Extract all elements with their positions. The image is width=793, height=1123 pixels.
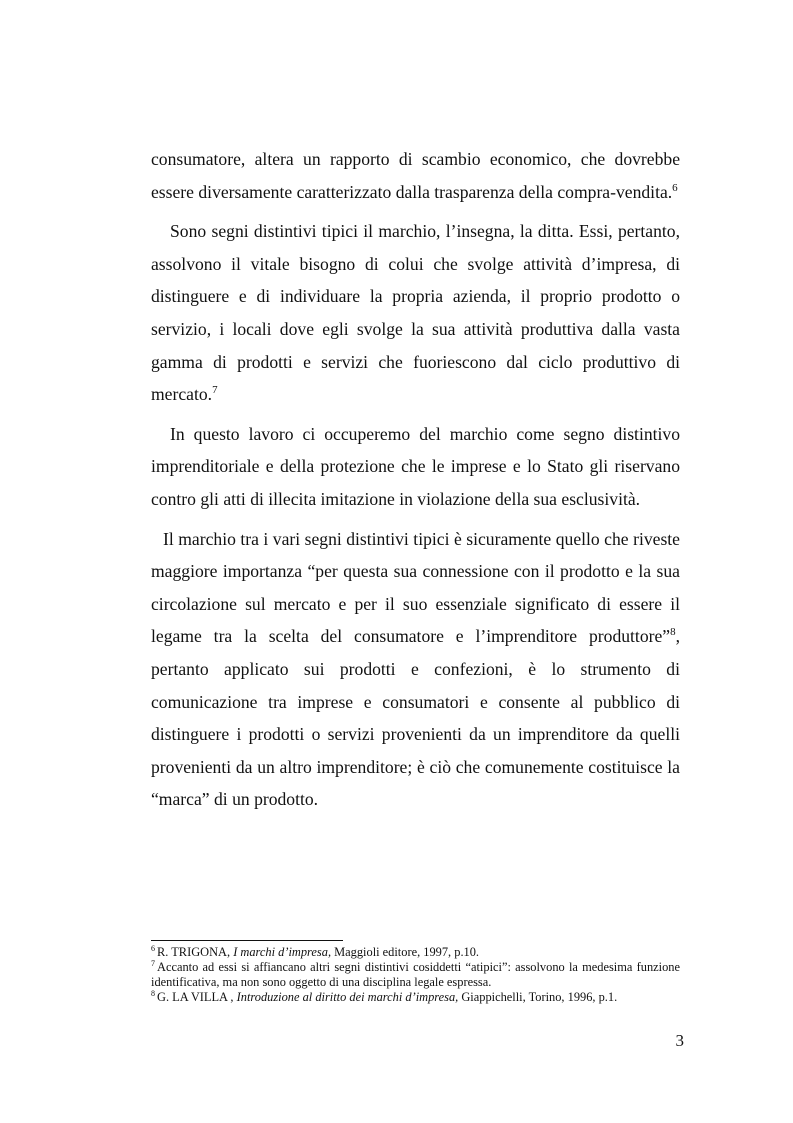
paragraph-4	[151, 523, 680, 816]
footnote-6	[151, 945, 680, 960]
footnote-ref-7: 7	[212, 384, 218, 397]
footnote-separator	[151, 940, 343, 941]
footnote-text: R. TRIGONA,	[157, 945, 234, 959]
footnote-number: 6	[151, 944, 155, 953]
paragraph-3-text: In questo lavoro ci occuperemo del marchio come segno distintivo imprenditoriale e della protezione che le imprese e lo Stato gli riservano contro gli atti di illecita imitazione in violazione della sua esclusività.	[151, 423, 680, 509]
footnote-text: Accanto ad essi si affiancano altri segni distintivi cosiddetti “atipici”: assolvono la medesima funzione identificativa, ma non sono oggetto di una disciplina legale espressa.	[151, 960, 680, 989]
paragraph-3	[151, 418, 680, 516]
footnote-text: G. LA VILLA ,	[157, 990, 237, 1004]
paragraph-2	[151, 215, 680, 411]
footnote-ref-6: 6	[672, 181, 678, 194]
footnote-title: Introduzione al diritto dei marchi d’impresa,	[236, 990, 459, 1004]
footnote-title: I marchi d’impresa,	[233, 945, 332, 959]
footnotes	[151, 945, 680, 1005]
footnote-text: Maggioli editore, 1997, p.10.	[331, 945, 480, 959]
body-text	[151, 143, 680, 816]
footnote-number: 8	[151, 989, 155, 998]
paragraph-1	[151, 143, 680, 208]
footnote-number: 7	[151, 959, 155, 968]
footnote-8	[151, 990, 680, 1005]
paragraph-2-text: Sono segni distintivi tipici il marchio, l’insegna, la ditta. Essi, pertanto, assolvono il vitale bisogno di colui che svolge attività d’impresa, di distinguere e di individuare la propria azienda, il proprio prodotto o servizio, i locali dove egli svolge la sua attività produttiva dalla vasta gamma di prodotti e servizi che fuoriescono dal ciclo produttivo di mercato.	[151, 221, 680, 405]
footnote-text: Giappichelli, Torino, 1996, p.1.	[458, 990, 618, 1004]
paragraph-4-text-after: , pertanto applicato sui prodotti e confezioni, è lo strumento di comunicazione tra imprese e consumatori e consente al pubblico di distinguere i prodotti o servizi provenienti da un imprenditore da quelli provenienti da un altro imprenditore; è ciò che comunemente costituisce la “marca” di un prodotto.	[151, 626, 680, 810]
paragraph-4-text-before: Il marchio tra i vari segni distintivi tipici è sicuramente quello che riveste maggiore importanza “per questa sua connessione con il prodotto e la sua circolazione sul mercato e per il suo essenziale significato di essere il legame tra la scelta del consumatore e l’imprenditore produttore”	[151, 528, 680, 647]
page-number: 3	[675, 1031, 684, 1050]
footnote-ref-8: 8	[670, 626, 676, 639]
footnote-7	[151, 960, 680, 990]
paragraph-1-text: consumatore, altera un rapporto di scambio economico, che dovrebbe essere diversamente caratterizzato dalla trasparenza della compra-vendita.	[151, 149, 680, 202]
